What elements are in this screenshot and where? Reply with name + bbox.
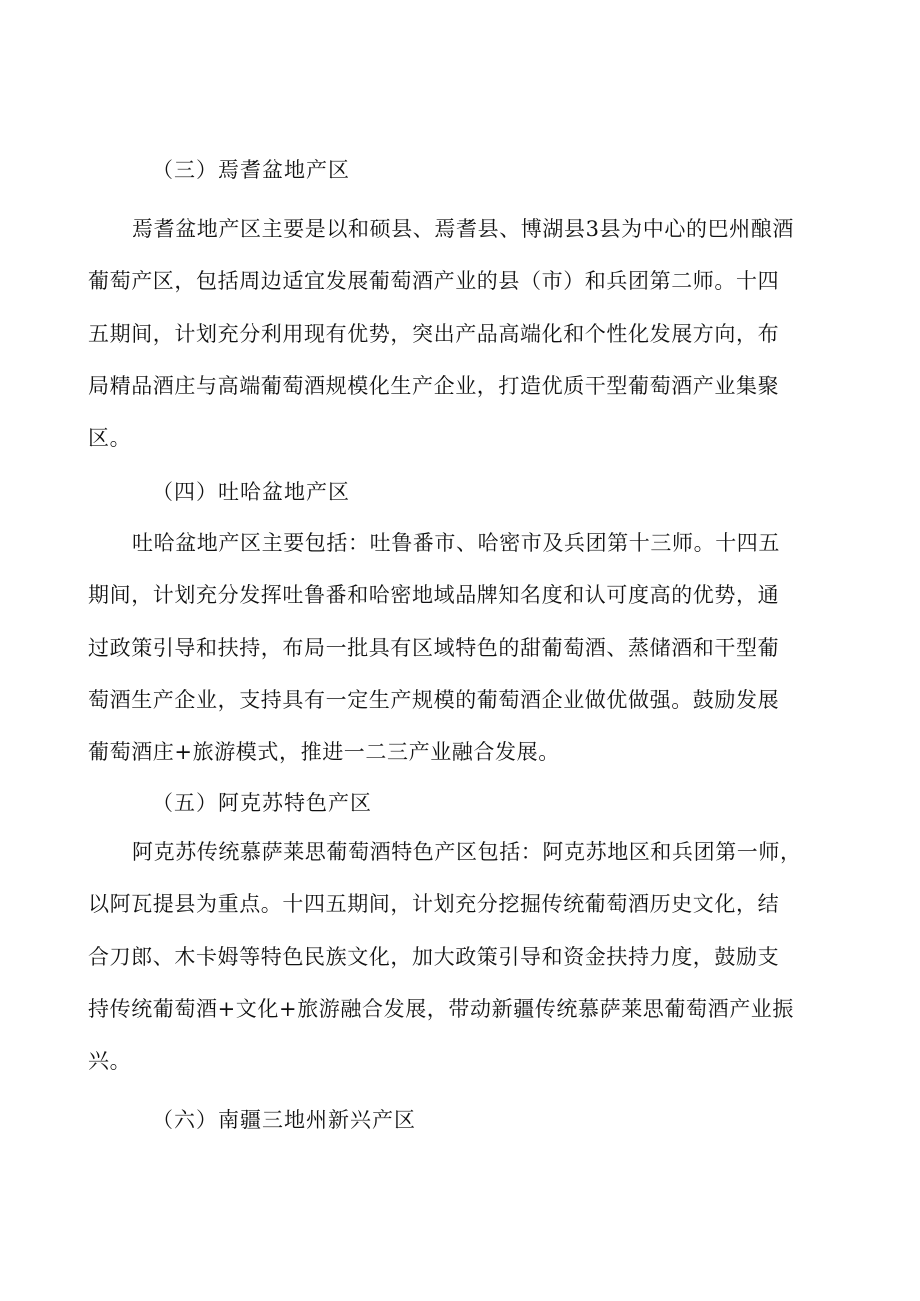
paragraph-line: 焉耆盆地产区主要是以和硕县、焉耆县、博湖县3县为中心的巴州酿酒 — [132, 217, 794, 241]
paragraph-line: 萄酒生产企业，支持具有一定生产规模的葡萄酒企业做优做强。鼓励发展 — [88, 687, 780, 712]
section-heading-4: （四）吐哈盆地产区 — [152, 480, 350, 504]
paragraph-line: 区。 — [88, 426, 132, 451]
section-paragraph-4 — [88, 517, 848, 778]
section-paragraph-3 — [88, 203, 848, 464]
paragraph-line: 以阿瓦提县为重点。十四五期间，计划充分挖掘传统葡萄酒历史文化，结 — [88, 892, 780, 917]
paragraph-line: 过政策引导和扶持，布局一批具有区域特色的甜葡萄酒、蒸储酒和干型葡 — [88, 635, 780, 660]
section-heading-3: （三）焉耆盆地产区 — [152, 158, 350, 182]
paragraph-line: 葡萄产区，包括周边适宜发展葡萄酒产业的县（市）和兵团第二师。十四 — [88, 269, 780, 294]
paragraph-line: 五期间，计划充分利用现有优势，突出产品高端化和个性化发展方向，布 — [88, 321, 780, 346]
paragraph-line: 兴。 — [88, 1049, 132, 1074]
paragraph-line: 葡萄酒庄+旅游模式，推进一二三产业融合发展。 — [88, 740, 560, 765]
section-heading-5: （五）阿克苏特色产区 — [152, 791, 372, 815]
paragraph-line: 阿克苏传统慕萨莱思葡萄酒特色产区包括：阿克苏地区和兵团第一师， — [132, 840, 802, 864]
section-paragraph-5 — [88, 826, 848, 1087]
paragraph-line: 合刀郎、木卡姆等特色民族文化，加大政策引导和资金扶持力度，鼓励支 — [88, 944, 780, 969]
section-heading-6: （六）南疆三地州新兴产区 — [152, 1108, 416, 1132]
paragraph-line: 持传统葡萄酒+文化+旅游融合发展，带动新疆传统慕萨莱思葡萄酒产业振 — [88, 996, 794, 1021]
paragraph-line: 期间，计划充分发挥吐鲁番和哈密地域品牌知名度和认可度高的优势，通 — [88, 583, 780, 608]
paragraph-line: 局精品酒庄与高端葡萄酒规模化生产企业，打造优质干型葡萄酒产业集聚 — [88, 373, 780, 398]
paragraph-line: 吐哈盆地产区主要包括：吐鲁番市、哈密市及兵团第十三师。十四五 — [132, 531, 780, 555]
